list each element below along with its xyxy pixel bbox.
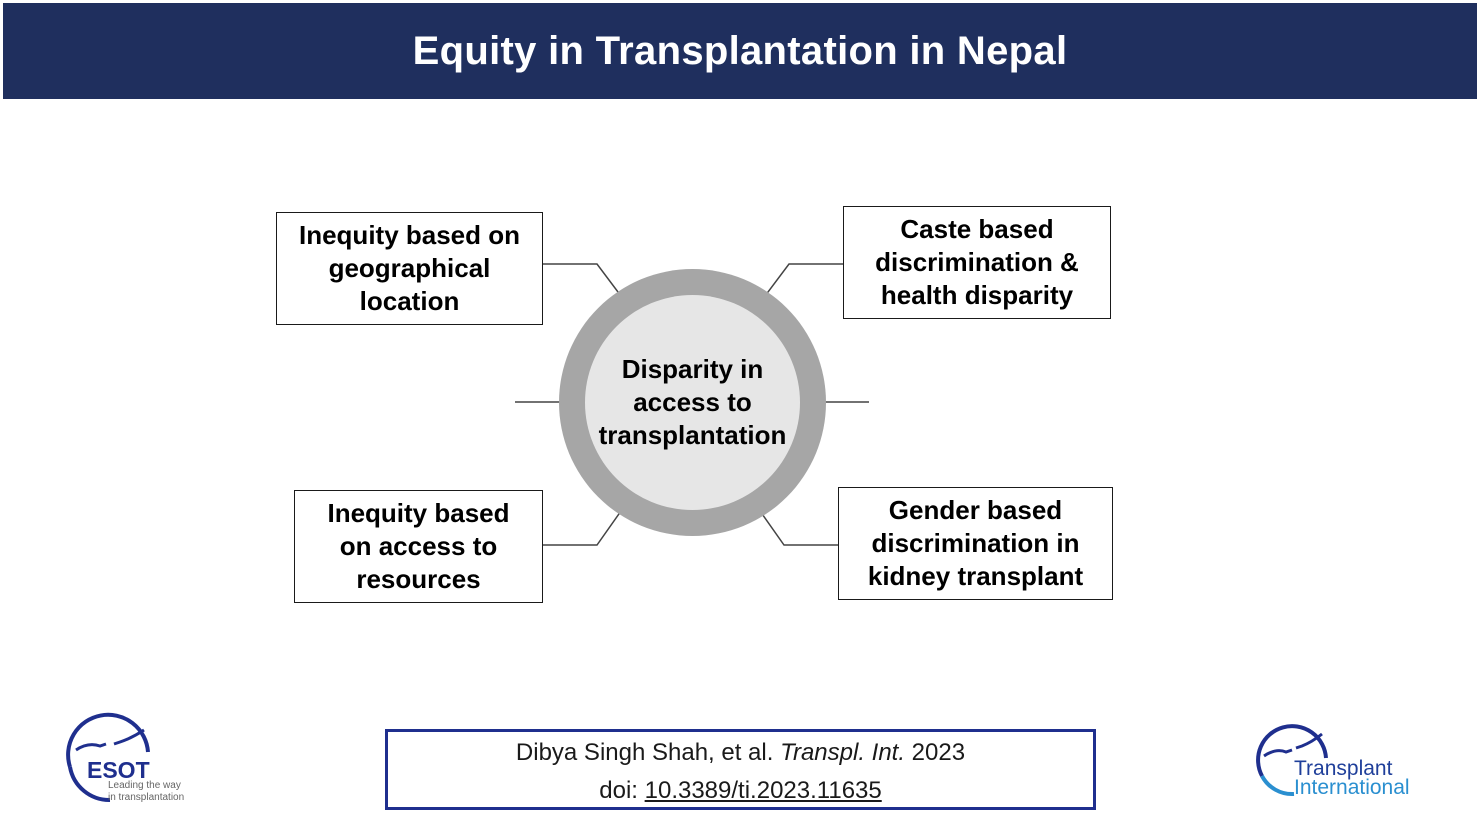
center-label	[599, 353, 787, 452]
box-line: health disparity	[880, 280, 1074, 310]
citation-box	[385, 729, 1096, 810]
box-line: kidney transplant	[867, 561, 1084, 591]
center-label-line: Disparity in	[621, 354, 764, 384]
box-line: discrimination in	[871, 528, 1080, 558]
doi-label: doi:	[599, 777, 645, 804]
esot-tagline-line: Leading the way	[108, 780, 181, 791]
esot-logo	[60, 712, 200, 807]
esot-tagline	[108, 780, 184, 804]
box-line: Inequity based	[327, 498, 510, 528]
ti-name-line-1: Transplant	[1294, 757, 1393, 780]
doi-link[interactable]: 10.3389/ti.2023.11635	[644, 777, 882, 804]
box-resource-inequity	[294, 490, 543, 603]
box-caste-discrimination	[843, 206, 1111, 319]
esot-tagline-line: in transplantation	[108, 792, 185, 803]
citation-authors-line	[388, 734, 1093, 772]
transplant-international-logo	[1250, 716, 1450, 801]
ti-name-line-2: International	[1294, 776, 1410, 799]
box-line: Gender based	[888, 495, 1063, 525]
box-geographical-inequity	[276, 212, 543, 325]
box-line: Inequity based on	[298, 220, 521, 250]
citation-authors: Dibya Singh Shah, et al.	[515, 739, 781, 766]
citation-doi-line	[388, 772, 1093, 810]
box-line: discrimination &	[875, 247, 1079, 277]
center-label-line: access to	[633, 387, 752, 417]
box-line: location	[359, 286, 460, 316]
esot-name: ESOT	[87, 757, 150, 783]
citation-journal: Transpl. Int.	[780, 739, 906, 766]
center-label-line: transplantation	[598, 420, 787, 450]
box-line: geographical	[328, 253, 491, 283]
center-circle	[585, 295, 800, 510]
slide-title: Equity in Transplantation in Nepal	[412, 28, 1068, 73]
box-line: on access to	[339, 531, 498, 561]
box-line: resources	[356, 564, 481, 594]
box-gender-discrimination	[838, 487, 1113, 600]
box-line: Caste based	[900, 214, 1054, 244]
citation-year: 2023	[905, 739, 966, 766]
